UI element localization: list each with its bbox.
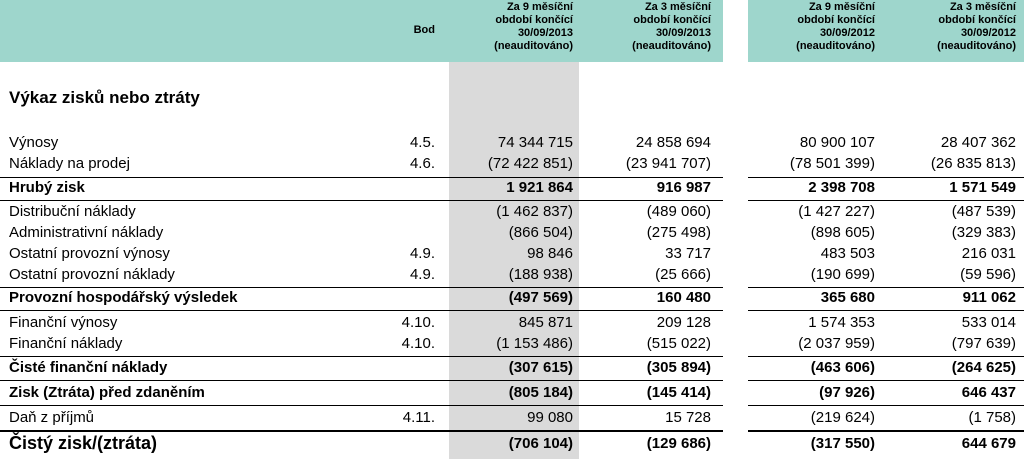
value-9m-2013: (497 569) xyxy=(508,289,573,306)
row-label: Hrubý zisk xyxy=(9,179,85,196)
rule-below-provozni-left xyxy=(0,310,723,311)
value-9m-2013: 1 921 864 xyxy=(506,179,573,196)
row-label: Provozní hospodářský výsledek xyxy=(9,289,238,306)
value-9m-2012: (97 926) xyxy=(819,384,875,401)
row-bod: 4.11. xyxy=(402,409,435,426)
value-9m-2013: (72 422 851) xyxy=(487,155,573,172)
value-9m-2012: (1 427 227) xyxy=(798,203,875,220)
header-bod: Bod xyxy=(413,24,435,36)
rule-below-hruby-zisk-left xyxy=(0,200,723,201)
section-title: Výkaz zisků nebo ztráty xyxy=(9,88,200,107)
value-3m-2013: (129 686) xyxy=(646,435,711,452)
value-9m-2012: (2 037 959) xyxy=(798,335,875,352)
rule-below-zisk-pred-left xyxy=(0,405,723,406)
value-3m-2013: (305 894) xyxy=(646,359,711,376)
value-9m-2013: (706 104) xyxy=(508,435,573,452)
rule-above-provozni-left xyxy=(0,287,723,288)
value-9m-2013: (1 153 486) xyxy=(496,335,573,352)
row-label: Ostatní provozní výnosy xyxy=(9,245,170,262)
rule-above-ciste-fin-left xyxy=(0,356,723,357)
value-9m-2012: (190 699) xyxy=(810,266,875,283)
value-9m-2013: (866 504) xyxy=(508,224,573,241)
value-3m-2013: (489 060) xyxy=(646,203,711,220)
value-3m-2013: (25 666) xyxy=(655,266,711,283)
value-3m-2012: (487 539) xyxy=(951,203,1016,220)
rule-below-hruby-zisk-right xyxy=(748,200,1024,201)
value-9m-2012: (898 605) xyxy=(810,224,875,241)
value-9m-2012: (463 606) xyxy=(810,359,875,376)
value-3m-2012: (264 625) xyxy=(951,359,1016,376)
value-3m-2013: (515 022) xyxy=(646,335,711,352)
value-3m-2012: 644 679 xyxy=(961,435,1016,452)
row-bod: 4.9. xyxy=(409,266,435,283)
value-9m-2013: (1 462 837) xyxy=(496,203,573,220)
value-3m-2013: 916 987 xyxy=(656,179,711,196)
value-3m-2012: (1 758) xyxy=(968,409,1016,426)
value-9m-2012: (219 624) xyxy=(810,409,875,426)
header-col-3m-2012: Za 3 měsíční období končící 30/09/2012 (neauditováno) xyxy=(937,1,1016,52)
value-9m-2013: 99 080 xyxy=(527,409,573,426)
rule-below-provozni-right xyxy=(748,310,1024,311)
row-label: Administrativní náklady xyxy=(9,224,164,241)
value-3m-2012: (26 835 813) xyxy=(930,155,1016,172)
value-3m-2013: 24 858 694 xyxy=(635,134,711,151)
value-3m-2013: (23 941 707) xyxy=(625,155,711,172)
rule-above-hruby-zisk-right xyxy=(748,177,1024,178)
row-label: Finanční náklady xyxy=(9,335,123,352)
row-bod: 4.5. xyxy=(409,134,435,151)
header-col-9m-2012: Za 9 měsíční období končící 30/09/2012 (neauditováno) xyxy=(796,1,875,52)
rule-below-zisk-pred-right xyxy=(748,405,1024,406)
value-9m-2013: 98 846 xyxy=(527,245,573,262)
value-3m-2012: 646 437 xyxy=(961,384,1016,401)
row-label: Distribuční náklady xyxy=(9,203,136,220)
rule-below-ciste-fin-left xyxy=(0,380,723,381)
value-9m-2012: 483 503 xyxy=(820,245,875,262)
value-3m-2013: 160 480 xyxy=(656,289,711,306)
value-3m-2013: (145 414) xyxy=(646,384,711,401)
rule-above-cisty-zisk-left xyxy=(0,430,723,432)
row-label: Daň z příjmů xyxy=(9,409,95,426)
rule-above-provozni-right xyxy=(748,287,1024,288)
value-9m-2013: 845 871 xyxy=(518,314,573,331)
value-3m-2012: 216 031 xyxy=(961,245,1016,262)
value-9m-2013: (805 184) xyxy=(508,384,573,401)
value-9m-2012: (317 550) xyxy=(810,435,875,452)
value-3m-2012: 533 014 xyxy=(961,314,1016,331)
value-3m-2012: 1 571 549 xyxy=(949,179,1016,196)
rule-below-ciste-fin-right xyxy=(748,380,1024,381)
header-col-3m-2013: Za 3 měsíční období končící 30/09/2013 (neauditováno) xyxy=(632,1,711,52)
row-bod: 4.10. xyxy=(401,314,435,331)
value-3m-2013: 15 728 xyxy=(665,409,711,426)
row-bod: 4.10. xyxy=(401,335,435,352)
value-3m-2012: (797 639) xyxy=(951,335,1016,352)
rule-above-ciste-fin-right xyxy=(748,356,1024,357)
value-9m-2012: 80 900 107 xyxy=(799,134,875,151)
value-3m-2013: 209 128 xyxy=(656,314,711,331)
header-col-9m-2013: Za 9 měsíční období končící 30/09/2013 (neauditováno) xyxy=(494,1,573,52)
value-9m-2013: 74 344 715 xyxy=(497,134,573,151)
row-bod: 4.9. xyxy=(409,245,435,262)
value-9m-2012: 2 398 708 xyxy=(808,179,875,196)
value-9m-2012: (78 501 399) xyxy=(789,155,875,172)
rule-above-hruby-zisk-left xyxy=(0,177,723,178)
row-label: Zisk (Ztráta) před zdaněním xyxy=(9,384,205,401)
value-9m-2013: (307 615) xyxy=(508,359,573,376)
value-3m-2012: (59 596) xyxy=(960,266,1016,283)
value-3m-2012: (329 383) xyxy=(951,224,1016,241)
row-label: Čistý zisk/(ztráta) xyxy=(9,433,158,453)
row-bod: 4.6. xyxy=(409,155,435,172)
value-9m-2012: 365 680 xyxy=(820,289,875,306)
value-9m-2012: 1 574 353 xyxy=(808,314,875,331)
row-label: Finanční výnosy xyxy=(9,314,118,331)
value-3m-2013: (275 498) xyxy=(646,224,711,241)
value-3m-2012: 911 062 xyxy=(962,289,1016,306)
row-label: Ostatní provozní náklady xyxy=(9,266,175,283)
value-9m-2013: (188 938) xyxy=(508,266,573,283)
row-label: Výnosy xyxy=(9,134,59,151)
value-3m-2012: 28 407 362 xyxy=(940,134,1016,151)
row-label: Čisté finanční náklady xyxy=(9,359,168,376)
row-label: Náklady na prodej xyxy=(9,155,130,172)
value-3m-2013: 33 717 xyxy=(665,245,711,262)
rule-above-cisty-zisk-right xyxy=(748,430,1024,432)
